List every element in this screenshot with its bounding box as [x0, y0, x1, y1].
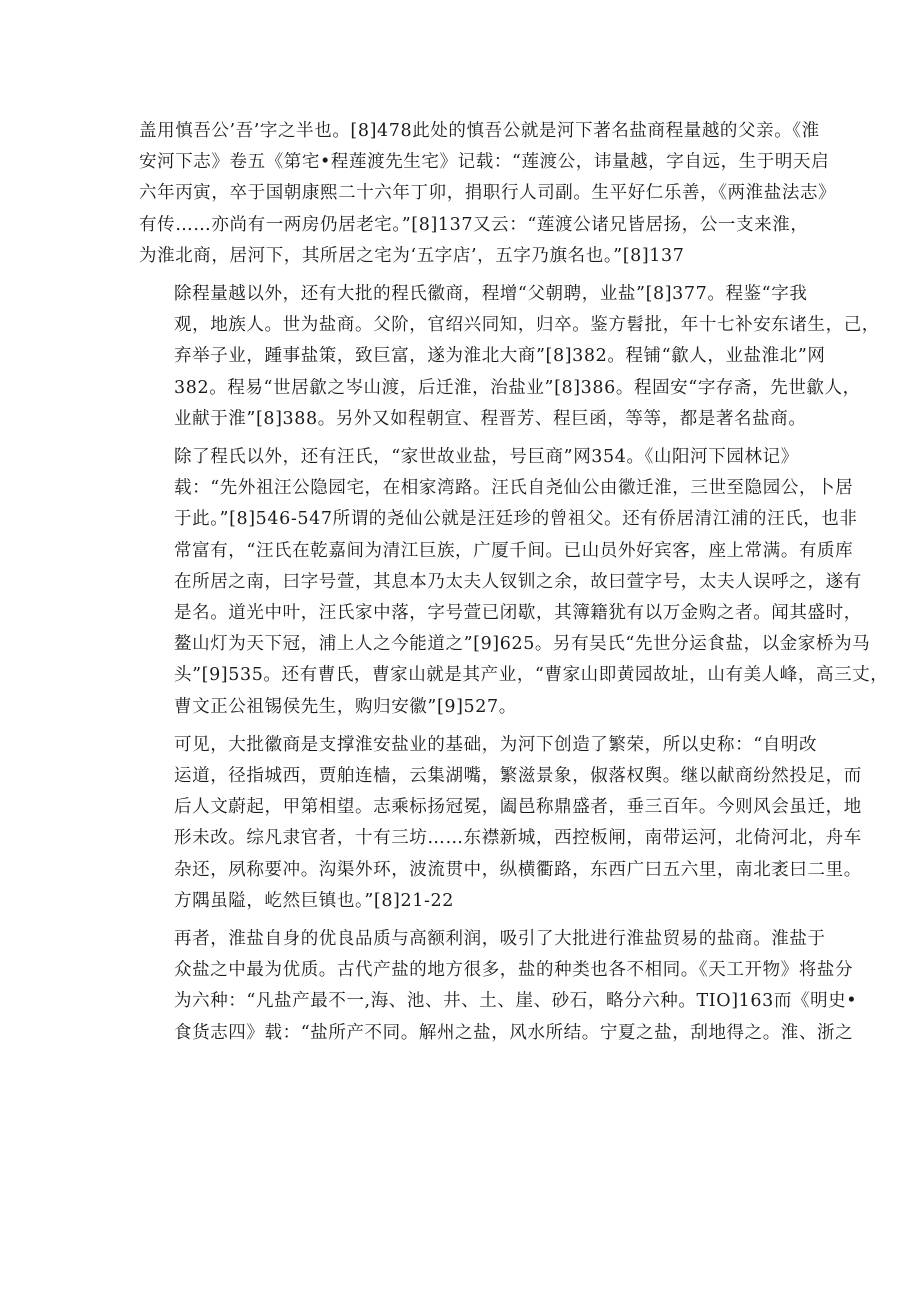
paragraph [139, 442, 889, 723]
text-line: 方隅虽隘，屹然巨镇也。”[8]21-22 [174, 890, 454, 911]
text-line: 在所居之南，曰字号萱，其息本乃太夫人钗钏之余，故曰萱字号，太夫人误呼之，遂有 [174, 571, 862, 592]
paragraph [139, 730, 862, 917]
text-line: 为淮北商，居河下，其所居之宅为‘五字店’，五字乃旗名也。”[8]137 [139, 245, 685, 266]
paragraph [139, 279, 880, 435]
text-line: 再者，淮盐自身的优良品质与高额利润，吸引了大批进行淮盐贸易的盐商。淮盐于 [174, 929, 826, 950]
text-line: 曹文正公祖锡侯先生，购归安徽”[9]527。 [174, 696, 517, 717]
text-line: 众盐之中最为优质。古代产盐的地方很多，盐的种类也各不相同。《天工开物》将盐分 [174, 960, 854, 981]
text-line: 运道，径指城西，贾舶连樯，云集湖嘴，繁滋景象，俶落权舆。继以献商纷然投足，而 [174, 766, 862, 787]
text-line: 除程量越以外，还有大批的程氏徽商，程增“父朝聘，业盐”[8]377。程鉴“字我 [174, 284, 808, 305]
text-line: 为六种：“凡盐产最不一,海、池、井、土、崖、砂石，略分六种。TIO]163而《明史• [174, 991, 858, 1012]
text-line: 常富有，“汪氏在乾嘉间为清江巨族，广厦千间。已山员外好宾客，座上常满。有质库 [174, 540, 854, 561]
paragraph [139, 116, 837, 272]
text-line: 盖用慎吾公’吾’字之半也。[8]478此处的慎吾公就是河下著名盐商程量越的父亲。《淮 [139, 121, 820, 141]
text-line: 杂还，夙称要冲。沟渠外环，波流贯中，纵横衢路，东西广曰五六里，南北袤曰二里。 [174, 859, 862, 880]
text-line: 有传……亦尚有一两房仍居老宅。”[8]137又云：“莲渡公诸兄皆居扬，公一支来淮， [139, 214, 809, 235]
text-line: 安河下志》卷五《第宅•程莲渡先生宅》记载：“莲渡公，讳量越，字自远，生于明天启 [139, 152, 830, 173]
text-line: 是名。道光中叶，汪氏家中落，字号萱已闭歇，其簿籍犹有以万金购之者。闻其盛时， [174, 603, 862, 624]
text-line: 观，地族人。世为盐商。父阶，官绍兴同知，归卒。鉴方髫批，年十七补安东诸生，己， [174, 315, 880, 336]
text-line: 形未改。综凡隶官者，十有三坊……东襟新城，西控板闸，南带运河，北倚河北，舟车 [174, 828, 862, 849]
text-line: 弃举子业，踵事盐策，致巨富，遂为淮北大商”[8]382。程铺“歙人，业盐淮北”网 [174, 346, 826, 367]
text-line: 头”[9]535。还有曹氏，曹家山就是其产业，“曹家山即黄园故址，山有美人峰，高三丈， [174, 665, 889, 686]
text-line: 食货志四》载：“盐所产不同。解州之盐，风水所结。宁夏之盐，刮地得之。淮、浙之 [174, 1022, 854, 1043]
text-line: 除了程氏以外，还有汪氏，“家世故业盐，号巨商”网354。《山阳河下园林记》 [174, 447, 799, 468]
text-line: 可见，大批徽商是支撑淮安盐业的基础，为河下创造了繁荣，所以史称：“自明改 [174, 734, 818, 755]
text-line: 业献于淮”[8]388。另外又如程朝宣、程晋芳、程巨函，等等，都是著名盐商。 [174, 408, 807, 429]
text-line: 鳌山灯为天下冠，浦上人之今能道之”[9]625。另有吴氏“先世分运食盐，以金家桥为马 [174, 634, 871, 655]
text-line: 载：“先外祖汪公隐园宅，在相家湾路。汪氏自尧仙公由徽迁淮，三世至隐园公，卜居 [174, 478, 854, 499]
text-line: 后人文蔚起，甲第相望。志乘标扬冠冕，阖邑称鼎盛者，垂三百年。今则风会虽迁，地 [174, 797, 862, 818]
text-line: 382。程易“世居歙之岑山渡，后迁淮，治盐业”[8]386。程固安“字存斋，先世歙人， [174, 377, 861, 398]
text-line: 六年丙寅，卒于国朝康熙二十六年丁卯，捐职行人司副。生平好仁乐善，《两淮盐法志》 [139, 183, 837, 204]
text-line: 于此。”[8]546-547所谓的尧仙公就是汪廷珍的曾祖父。还有侨居清江浦的汪氏，也非 [174, 509, 858, 530]
document-page [139, 116, 889, 1056]
paragraph [139, 924, 858, 1049]
